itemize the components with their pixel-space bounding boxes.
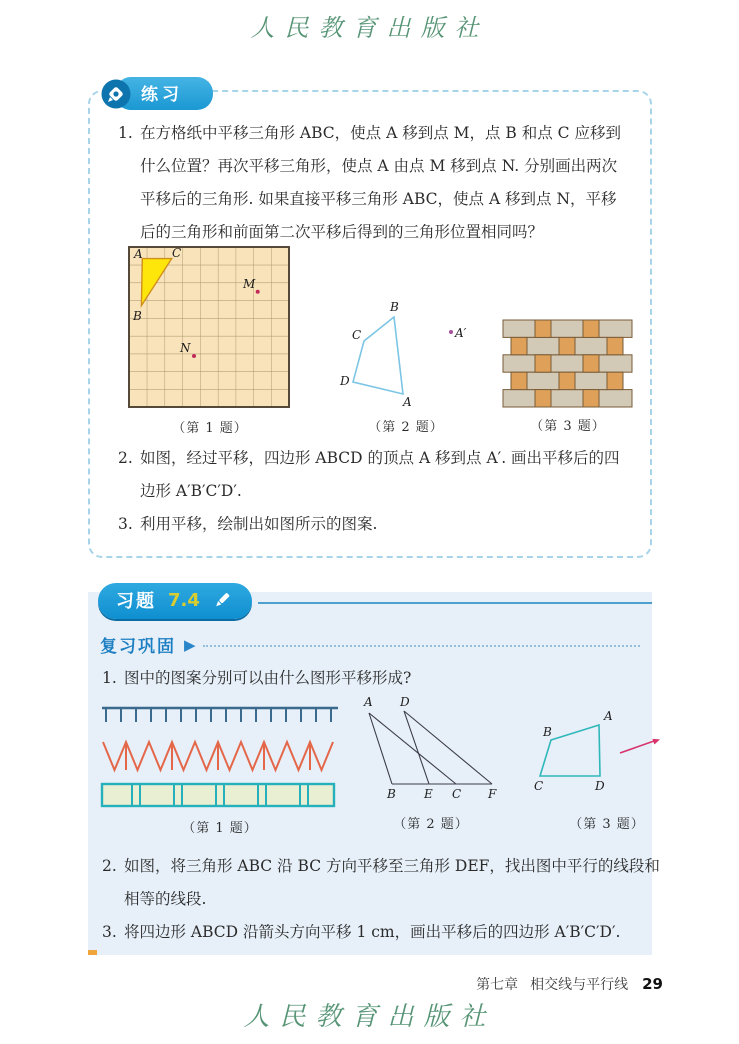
pencil-icon — [212, 590, 232, 610]
zigzag-verticals — [126, 742, 310, 770]
bricks-figure-svg — [502, 319, 634, 408]
problem-number: 2. — [102, 857, 117, 875]
vertex-label-E: E — [424, 787, 433, 801]
exercises-section — [88, 589, 660, 955]
segment-AB — [369, 713, 392, 784]
practice-problem-3 — [118, 508, 377, 541]
figure-patterns — [98, 698, 342, 836]
problem-text-line: 如图，经过平移，四边形 ABCD 的顶点 A 移到点 A′. 画出平移后的四 — [140, 449, 620, 467]
practice-header — [100, 77, 213, 110]
exercises-number: 7.4 — [168, 589, 200, 611]
comb-pattern-ticks — [106, 709, 331, 722]
problem-text-line: 如图，将三角形 ABC 沿 BC 方向平移至三角形 DEF，找出图中平行的线段和 — [124, 857, 660, 875]
point-label-N: N — [180, 341, 191, 355]
figure-triangles — [356, 694, 506, 832]
problem-number: 1. — [118, 124, 133, 142]
chapter-title: 相交线与平行线 — [530, 977, 629, 993]
practice-box — [88, 85, 652, 558]
figure-grid-translation — [126, 244, 294, 436]
play-triangle-icon: ▶ — [184, 635, 196, 654]
exercises-problem-3 — [102, 916, 620, 949]
exercises-header-label: 习题 — [116, 591, 156, 612]
vertex-label-B: B — [389, 300, 399, 314]
chapter-number: 第七章 — [476, 977, 519, 993]
triangles-figure-svg — [356, 694, 506, 806]
problem-text-line: 边形 A′B′C′D′. — [140, 482, 242, 500]
quad-figure-svg — [339, 299, 474, 409]
practice-problem-1 — [118, 117, 621, 249]
figure-caption: （第 2 题） — [368, 420, 444, 435]
figure-caption: （第 3 题） — [530, 419, 606, 434]
vertex-label-B: B — [543, 725, 552, 739]
figure-caption: （第 1 题） — [182, 821, 258, 836]
figure-brick-pattern — [502, 319, 634, 434]
vertex-label-D: D — [400, 695, 410, 709]
problem-text-line: 什么位置？再次平移三角形，使点 A 由点 M 移到点 N. 分别画出两次 — [140, 157, 618, 175]
point-A-prime-dot — [449, 330, 453, 334]
problem-number: 3. — [102, 923, 117, 941]
exercises-problem-2 — [102, 850, 660, 916]
practice-badge-icon — [100, 78, 132, 110]
review-subheader-label: 复习巩固 — [100, 637, 176, 657]
page-number: 29 — [642, 975, 663, 993]
vertex-label-A: A — [604, 709, 613, 723]
problem-text-line: 图中的图案分别可以由什么图形平移形成? — [124, 669, 412, 687]
figure-caption: （第 2 题） — [393, 817, 469, 832]
problem-text-line: 将四边形 ABCD 沿箭头方向平移 1 cm，画出平移后的四边形 A′B′C′D′. — [124, 923, 621, 941]
dotted-rule — [203, 645, 640, 647]
vertex-label-C: C — [452, 787, 462, 801]
problem-text-line: 相等的线段. — [124, 890, 207, 908]
publisher-logo-top: 人民教育出版社 — [250, 14, 489, 42]
page-footer — [476, 974, 663, 994]
translation-arrow-head — [652, 739, 660, 745]
figure-quad-arrow — [532, 694, 682, 832]
point-label-A-prime: A′ — [454, 326, 466, 340]
problem-text-line: 在方格纸中平移三角形 ABC，使点 A 移到点 M，点 B 和点 C 应移到 — [140, 124, 621, 142]
vertex-label-B: B — [387, 787, 396, 801]
vertex-label-D: D — [339, 374, 350, 388]
figure-caption: （第 3 题） — [569, 817, 645, 832]
figure-quadrilateral — [336, 299, 476, 435]
segment-DF — [404, 711, 492, 784]
vertex-label-A: A — [364, 695, 373, 709]
point-label-M: M — [243, 277, 256, 291]
patterns-figure-svg — [98, 698, 342, 810]
translation-arrow-shaft — [620, 741, 654, 753]
vertex-label-F: F — [488, 787, 497, 801]
vertex-label-A: A — [134, 247, 143, 261]
vertex-label-C: C — [172, 246, 182, 260]
figure-caption: （第 1 题） — [172, 421, 248, 436]
review-subheader — [100, 632, 640, 657]
vertex-label-B: B — [133, 309, 142, 323]
practice-header-label: 练习 — [115, 77, 213, 110]
vertex-label-D: D — [595, 779, 605, 793]
exercises-header — [98, 583, 252, 619]
problem-number: 3. — [118, 515, 133, 533]
problem-text-line: 后的三角形和前面第二次平移后得到的三角形位置相同吗？ — [140, 223, 544, 241]
quad-arrow-figure-svg — [532, 694, 682, 806]
problem-number: 1. — [102, 669, 117, 687]
point-M-dot — [256, 290, 260, 294]
vertex-label-A: A — [402, 395, 412, 409]
exercises-problem-1 — [102, 662, 411, 695]
header-rule — [258, 602, 652, 604]
practice-problem-2 — [118, 442, 620, 508]
problem-text-line: 平移后的三角形. 如果直接平移三角形 ABC，使点 A 移到点 N，平移 — [140, 190, 617, 208]
segment-AC — [369, 713, 456, 784]
problem-text-line: 利用平移，绘制出如图所示的图案. — [140, 515, 378, 533]
point-N-dot — [192, 354, 196, 358]
publisher-logo-bottom: 人民教育出版社 — [243, 1002, 496, 1032]
problem-number: 2. — [118, 449, 133, 467]
vertex-label-C: C — [351, 328, 361, 342]
vertex-label-C: C — [534, 779, 544, 793]
page-corner-mark — [88, 950, 97, 955]
grid-figure-svg — [126, 244, 294, 410]
